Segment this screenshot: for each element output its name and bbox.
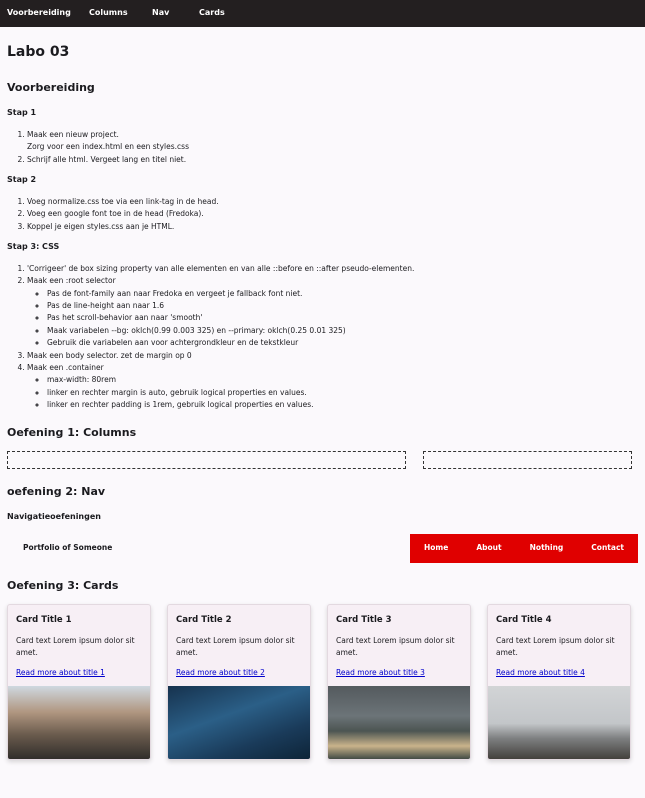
card xyxy=(167,604,311,760)
card-link[interactable]: Read more about title 4 xyxy=(496,667,585,677)
column-left xyxy=(7,451,406,469)
list-item: 1. Voeg normalize.css toe via een link-tag in de head. xyxy=(27,196,638,208)
list-item: ◦ Pas de font-family aan naar Fredoka en vergeet je fallback font niet. xyxy=(47,288,638,300)
card-title: Card Title 4 xyxy=(496,615,552,626)
demo-nav xyxy=(7,534,638,563)
stap3-title: Stap 3: CSS xyxy=(7,242,60,252)
list-item: 4. Maak een .container ◦ max-width: 80rem ◦ linker en rechter margin is auto, gebruik logical properties en values. ◦ linker en rechter padding is 1rem, gebruik logical properties en values. xyxy=(27,362,638,412)
card-title: Card Title 3 xyxy=(336,615,392,626)
topnav-link-columns[interactable]: Columns xyxy=(89,8,128,18)
card-title: Card Title 2 xyxy=(176,615,232,626)
section-title-columns: Oefening 1: Columns xyxy=(7,425,137,439)
top-nav xyxy=(0,0,645,27)
section-title-voorbereiding: Voorbereiding xyxy=(7,81,95,95)
topnav-link-voorbereiding[interactable]: Voorbereiding xyxy=(7,8,71,18)
card-link[interactable]: Read more about title 2 xyxy=(176,667,265,677)
list-item: ◦ Pas het scroll-behavior aan naar 'smooth' xyxy=(47,312,638,324)
card-text: Card text Lorem ipsum dolor sit amet. xyxy=(336,635,455,657)
card-link[interactable]: Read more about title 3 xyxy=(336,667,425,677)
list-item: ◦ Pas de line-height aan naar 1.6 xyxy=(47,300,638,312)
page-title: Labo 03 xyxy=(7,44,70,60)
sublist xyxy=(27,288,638,350)
sublist xyxy=(27,374,638,411)
list-item: ◦ linker en rechter margin is auto, gebruik logical properties en values. xyxy=(47,387,638,399)
list-item: 3. Koppel je eigen styles.css aan je HTML. xyxy=(27,221,638,233)
section-columns xyxy=(7,424,638,470)
cards-row xyxy=(7,604,638,760)
list-item: ◦ Gebruik die variabelen aan voor achtergrondkleur en de tekstkleur xyxy=(47,337,638,349)
list-item: 1. 'Corrigeer' de box sizing property van alle elementen en van alle ::before en ::after pseudo-elementen. xyxy=(27,263,638,275)
section-nav xyxy=(7,483,638,562)
card xyxy=(487,604,631,760)
list-item: 2. Schrijf alle html. Vergeet lang en titel niet. xyxy=(27,154,638,166)
column-right xyxy=(423,451,632,469)
stap3-list xyxy=(7,263,638,412)
section-title-nav: oefening 2: Nav xyxy=(7,485,106,499)
card-text: Card text Lorem ipsum dolor sit amet. xyxy=(176,635,295,657)
stap2-list xyxy=(7,196,638,233)
list-item: ◦ max-width: 80rem xyxy=(47,374,638,386)
list-item: 2. Voeg een google font toe in de head (Fredoka). xyxy=(27,208,638,220)
main-container xyxy=(0,41,645,760)
card-image-mountain xyxy=(488,686,630,760)
card xyxy=(7,604,151,760)
stap1-list xyxy=(7,129,638,166)
list-item: 1. Maak een nieuw project. Zorg voor een index.html en een styles.css xyxy=(27,129,638,154)
list-item: 3. Maak een body selector. zet de margin op 0 xyxy=(27,350,638,362)
list-item: ◦ linker en rechter padding is 1rem, gebruik logical properties en values. xyxy=(47,399,638,411)
list-item: 2. Maak een :root selector ◦ Pas de font-family aan naar Fredoka en vergeet je fallback font niet. ◦ Pas de line-height aan naar 1.6 ◦ Pas het scroll-behavior aan naar 'smooth' ◦ Maak variabelen --bg: oklch(0.99 0.003 325) en --primary: oklch(0.25 0.01 325) ◦ Gebruik die variabelen aan voor achtergrondkleur en de tekstkleur xyxy=(27,275,638,349)
stap1-title: Stap 1 xyxy=(7,107,37,117)
topnav-link-cards[interactable]: Cards xyxy=(199,8,225,18)
card-text: Card text Lorem ipsum dolor sit amet. xyxy=(16,635,135,657)
nav-subtitle: Navigatieoefeningen xyxy=(7,511,101,521)
nav-link-about[interactable]: About xyxy=(476,543,502,553)
card-text: Card text Lorem ipsum dolor sit amet. xyxy=(496,635,615,657)
card-title: Card Title 1 xyxy=(16,615,72,626)
card-image-sea xyxy=(168,686,310,760)
nav-link-nothing[interactable]: Nothing xyxy=(529,543,564,553)
section-cards xyxy=(7,577,638,761)
section-voorbereiding xyxy=(7,79,638,411)
nav-menu xyxy=(410,534,638,563)
card-image-coast xyxy=(328,686,470,760)
section-title-cards: Oefening 3: Cards xyxy=(7,578,119,592)
nav-link-home[interactable]: Home xyxy=(424,543,449,553)
nav-link-contact[interactable]: Contact xyxy=(591,543,624,553)
card-image-street xyxy=(8,686,150,760)
card xyxy=(327,604,471,760)
list-item: ◦ Maak variabelen --bg: oklch(0.99 0.003 325) en --primary: oklch(0.25 0.01 325) xyxy=(47,325,638,337)
columns-row xyxy=(7,451,638,469)
nav-brand[interactable]: Portfolio of Someone xyxy=(23,543,113,553)
topnav-link-nav[interactable]: Nav xyxy=(152,8,170,18)
stap2-title: Stap 2 xyxy=(7,175,37,184)
card-link[interactable]: Read more about title 1 xyxy=(16,667,105,677)
